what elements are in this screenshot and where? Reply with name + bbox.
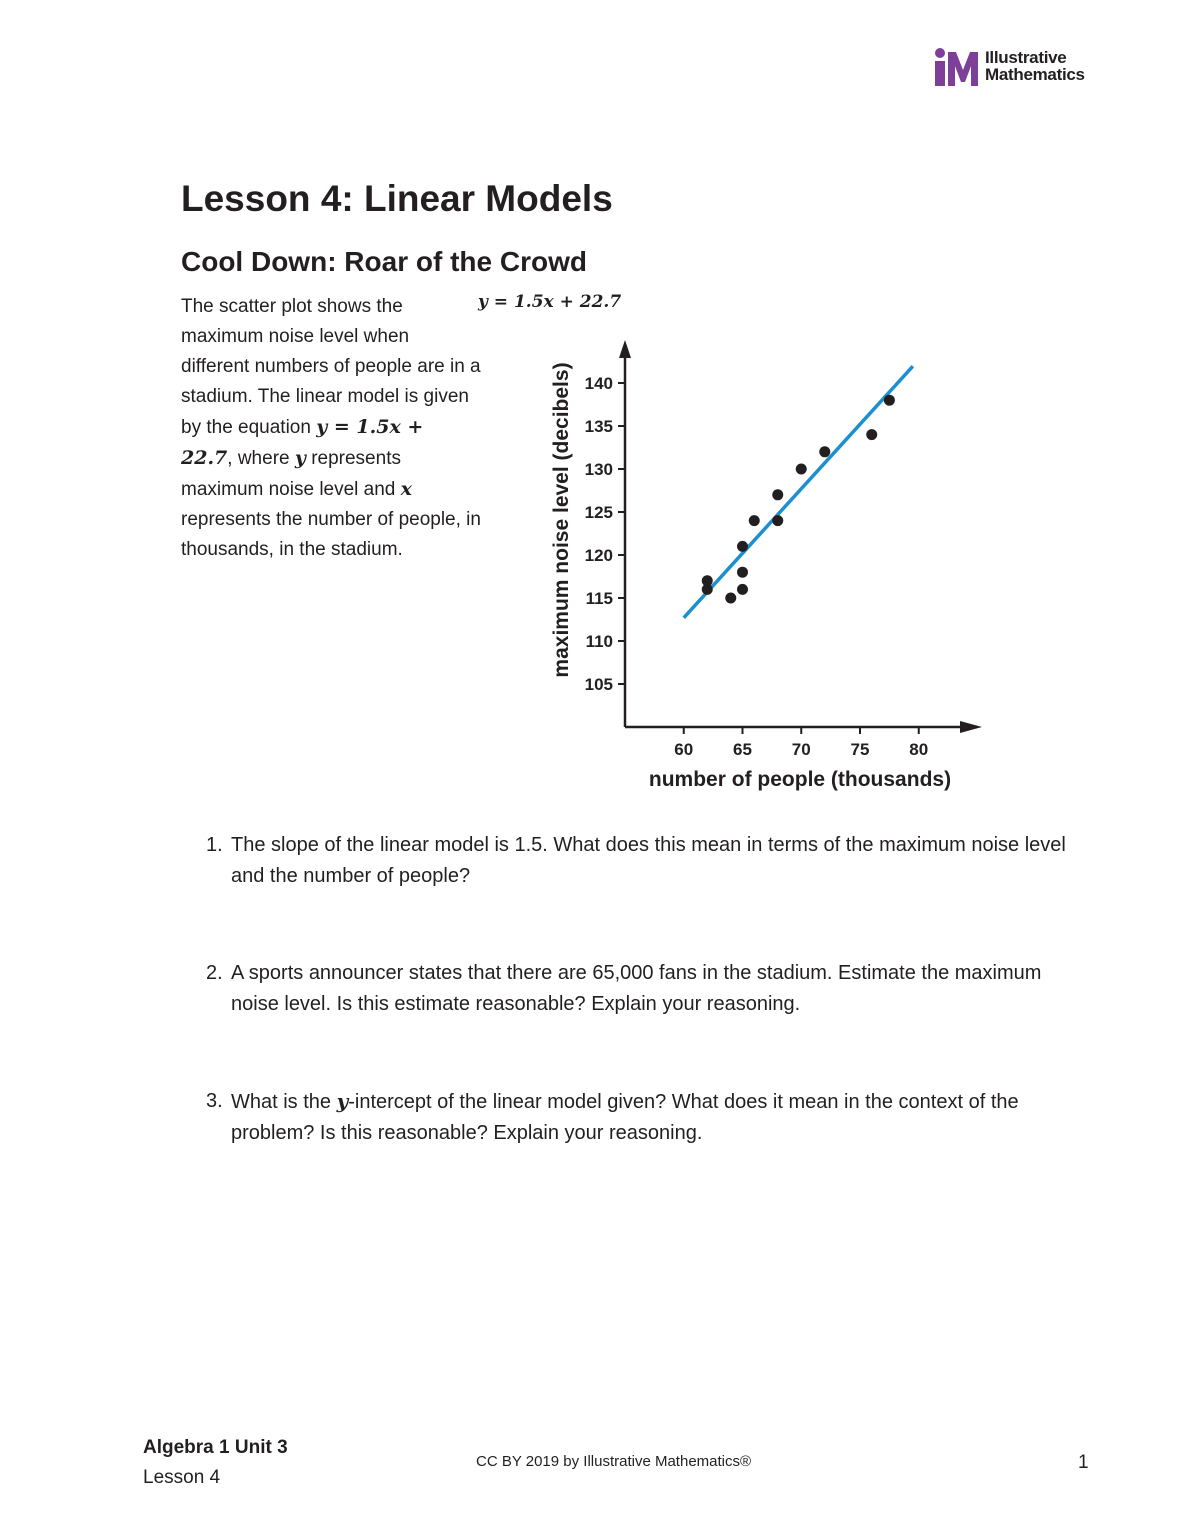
x-tick-label: 80 [909, 740, 929, 759]
question-number: 2. [206, 962, 223, 984]
x-tick-label: 65 [733, 740, 752, 759]
data-point [737, 567, 748, 578]
y-tick-label: 135 [584, 417, 613, 436]
logo-line-2: Mathematics [985, 65, 1085, 84]
intro-text-2: , where [227, 448, 295, 469]
question-number: 1. [206, 834, 223, 856]
y-tick-label: 120 [584, 546, 613, 565]
intro-var-x: x [400, 478, 412, 500]
page-number: 1 [1078, 1452, 1089, 1473]
intro-text-1: The scatter plot shows the maximum noise level when different numbers of people are in a stadium. The linear model is given by the equation [181, 296, 481, 438]
logo-line-1: Illustrative [985, 48, 1067, 67]
data-point [866, 429, 877, 440]
x-tick-label: 75 [850, 740, 870, 759]
question-2 [206, 958, 1076, 1020]
question-text: A sports announcer states that there are 65,000 fans in the stadium. Estimate the maximum noise level. Is this estimate reasonable? Explain your reasoning. [231, 962, 1042, 1015]
y-axis-arrow-icon [619, 340, 631, 358]
y-tick-label: 140 [584, 374, 613, 393]
x-axis-arrow-icon [960, 721, 982, 733]
data-point [884, 395, 895, 406]
data-point [819, 446, 830, 457]
cooldown-title: Cool Down: Roar of the Crowd [181, 246, 587, 277]
x-tick-label: 60 [674, 740, 694, 759]
data-point [772, 515, 783, 526]
question-3 [206, 1086, 1076, 1149]
scatter-plot [530, 330, 1000, 800]
im-logo-icon [934, 48, 982, 88]
y-axis-label: maximum noise level (decibels) [550, 362, 573, 678]
y-tick-label: 110 [585, 632, 613, 651]
chart-equation-label: y = 1.5x + 22.7 [478, 292, 622, 312]
question-list [206, 830, 1076, 1149]
data-point [737, 584, 748, 595]
y-tick-label: 115 [585, 589, 613, 608]
x-axis-label: number of people (thousands) [648, 768, 952, 791]
question-text-after: -intercept of the linear model given? What does it mean in the context of the problem? Is this reasonable? Explain your reasoning. [231, 1091, 1019, 1144]
y-tick-label: 125 [584, 503, 613, 522]
intro-equation: y = 1.5x + 22.7 [181, 416, 424, 469]
linear-model-line [684, 366, 913, 618]
intro-paragraph [181, 292, 481, 565]
data-point [772, 489, 783, 500]
footer-unit: Algebra 1 Unit 3 [143, 1437, 288, 1458]
question-text-before: What is the [231, 1091, 337, 1113]
lesson-title: Lesson 4: Linear Models [181, 178, 613, 219]
data-point [749, 515, 760, 526]
footer-copyright: CC BY 2019 by Illustrative Mathematics® [476, 1453, 752, 1470]
question-number: 3. [206, 1090, 223, 1112]
question-text: The slope of the linear model is 1.5. What does this mean in terms of the maximum noise level and the number of people? [231, 834, 1066, 887]
question-1 [206, 830, 1076, 892]
question-variable: y [336, 1089, 349, 1113]
intro-text-3: represents maximum noise level and [181, 448, 401, 500]
intro-text-4: represents the number of people, in thousands, in the stadium. [181, 509, 481, 560]
illustrative-mathematics-logo [934, 48, 1094, 90]
data-point [702, 584, 713, 595]
x-tick-label: 70 [791, 740, 811, 759]
data-point [796, 464, 807, 475]
y-tick-label: 130 [584, 460, 613, 479]
y-tick-label: 105 [584, 675, 613, 694]
data-point [737, 541, 748, 552]
footer-lesson: Lesson 4 [143, 1467, 221, 1488]
logo-text [985, 49, 1085, 83]
data-point [725, 593, 736, 604]
intro-var-y: y [294, 447, 306, 469]
